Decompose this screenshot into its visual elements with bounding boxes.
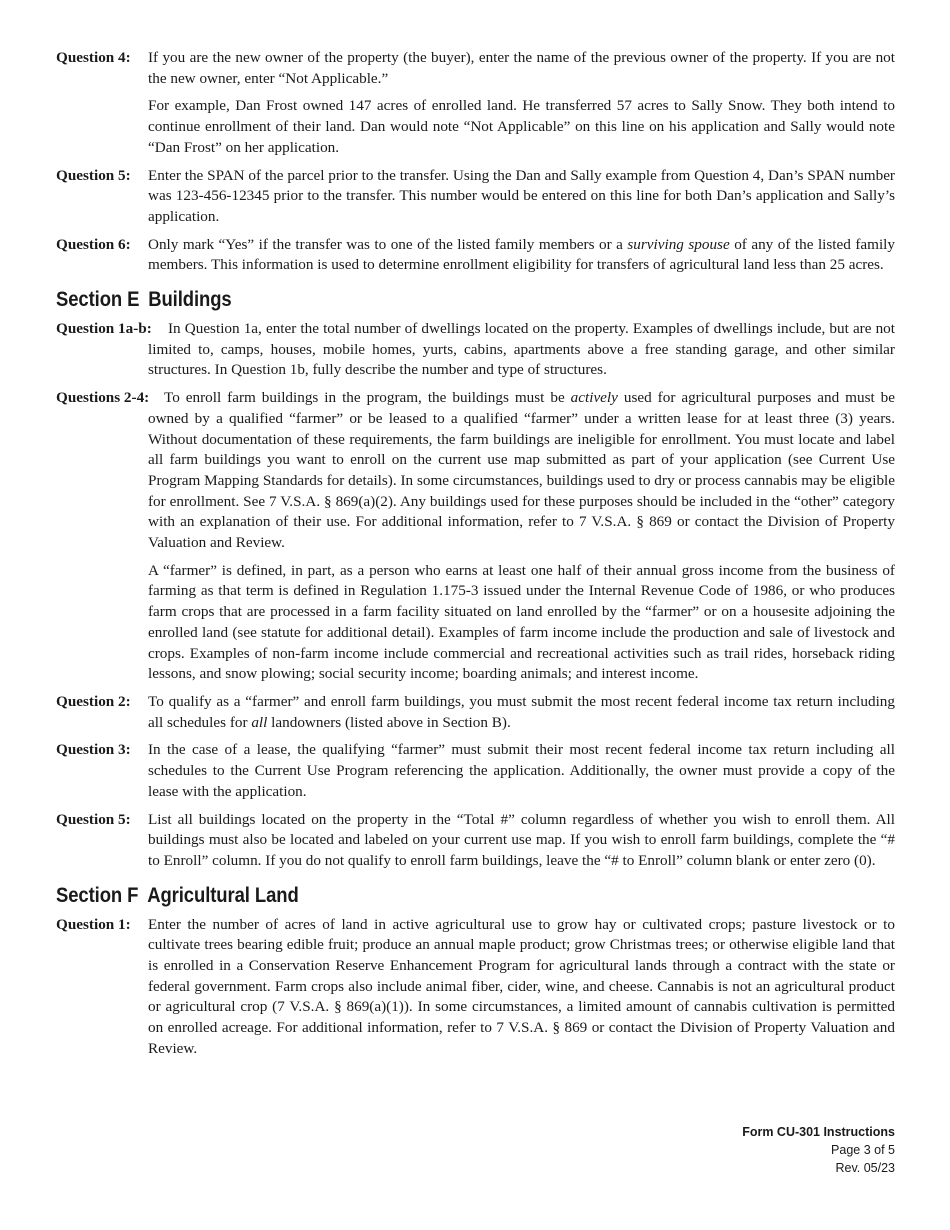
emphasis: surviving spouse (627, 235, 730, 253)
paragraph: List all buildings located on the property in the “Total #” column regardless of whether you wish to enroll them. All buildings must also be located and labeled on your current use map. If you wish to enroll farm buildings, complete the “# to Enroll” column. If you do not qualify to enroll farm buildings, leave the “# to Enroll” column blank or enter zero (0). (148, 810, 895, 869)
paragraph: A “farmer” is defined, in part, as a person who earns at least one half of their annual gross income from the business of farming as that term is defined in Regulation 1.175-3 issued under the Internal Revenue Code of 1986, or who produces farm crops that are processed in a farm facility situated on land enrolled by the “farmer” or on a housesite adjoining the enrolled land (see statute for additional detail). Examples of farm income include the production and sale of livestock and crops. Examples of non-farm income include commercial and recreational activities such as trail rides, horseback riding lessons, and snow plowing; social security income; boarding animals; and interest income. (148, 561, 895, 683)
section-letter: Section F (56, 883, 139, 907)
questions-2-4-block (56, 388, 895, 685)
section-e-heading (56, 288, 794, 312)
paragraph: Enter the number of acres of land in active agricultural use to grow hay or cultivated crops; pasture livestock or to cultivate trees bearing edible fruit; produce an annual maple product; grow Christmas trees; or otherwise eligible land that is enrolled in a Conservation Reserve Enhancement Program for agricultural lands through a contract with the state or federal government. Farm crops also include animal fiber, cider, wine, and cheese. Cannabis is not an agricultural product or agricultural crop (7 V.S.A. § 869(a)(1)). In some circumstances, a limited amount of cannabis cultivation is permitted on enrolled acreage. For additional information, refer to 7 V.S.A. § 869 or contact the Division of Property Valuation and Review. (148, 915, 895, 1057)
question-label: Question 4: (56, 49, 131, 66)
question-5-buildings-block (56, 810, 895, 872)
emphasis: all (251, 713, 268, 731)
question-label: Question 3: (56, 741, 131, 759)
page-footer (742, 1123, 895, 1177)
paragraph: For example, Dan Frost owned 147 acres of enrolled land. He transferred 57 acres to Sally Snow. They both intend to continue enrollment of their land. Dan would note “Not Applicable” on this line on his application and Sally would note “Dan Frost” on her application. (148, 97, 895, 156)
question-6-block (56, 235, 895, 276)
question-2-block (56, 692, 895, 733)
section-f-heading (56, 884, 794, 908)
question-label: Question 6: (56, 235, 131, 253)
text-run: of any of the listed family members. This information is used to determine enrollment eligibility for transfers of agricultural land less than 25 acres. (148, 235, 895, 274)
section-letter: Section E (56, 288, 140, 312)
question-1-agland-block (56, 915, 895, 1060)
text-run: used for agricultural purposes and must be owned by a qualified “farmer” or be leased to a qualified “farmer” under a written lease for at least three (3) years. Without documentation of these requirements, the farm buildings are ineligible for enrollment. You must locate and label all farm buildings you want to enroll on the current use map submitted as part of your application (see Current Use Program Mapping Standards for details). In some circumstances, buildings used to dry or process cannabis may be eligible for enrollment. See 7 V.S.A. § 869(a)(2). Any buildings used for these purposes should be included in the “other” category with an explanation of their use. For additional information, refer to 7 V.S.A. § 869 or contact the Division of Property Valuation and Review. (148, 389, 895, 552)
question-label: Question 5: (56, 810, 131, 828)
question-label: Questions 2-4: (56, 389, 150, 407)
question-1ab-block (56, 319, 895, 381)
paragraph (148, 388, 895, 554)
instructions-page (56, 48, 895, 1067)
question-label: Question 1: (56, 915, 131, 933)
text-run: To enroll farm buildings in the program, the buildings must be (164, 389, 571, 407)
question-3-block (56, 740, 895, 802)
revision-date: Rev. 05/23 (835, 1161, 895, 1175)
question-5-block (56, 166, 895, 228)
question-4-block (56, 48, 895, 159)
text-run: landowners (listed above in Section B). (267, 713, 511, 731)
paragraph (148, 235, 895, 276)
paragraph: If you are the new owner of the property (the buyer), enter the name of the previous owner of the property. If you are not the new owner, enter “Not Applicable.” (148, 49, 895, 87)
question-label: Question 5: (56, 166, 131, 184)
section-title: Agricultural Land (147, 883, 299, 907)
paragraph (148, 692, 895, 733)
section-title: Buildings (148, 288, 232, 312)
question-label: Question 1a-b: (56, 320, 152, 338)
form-name: Form CU-301 Instructions (742, 1125, 895, 1139)
text-run: Only mark “Yes” if the transfer was to one of the listed family members or a (148, 235, 628, 253)
text-run: To qualify as a “farmer” and enroll farm buildings, you must submit the most recent federal income tax return including all schedules for (148, 692, 895, 731)
paragraph: Enter the SPAN of the parcel prior to the transfer. Using the Dan and Sally example from Question 4, Dan’s SPAN number was 123-456-12345 prior to the transfer. This number would be entered on this line for both Dan’s application and Sally’s application. (148, 166, 895, 225)
question-label: Question 2: (56, 692, 131, 710)
emphasis: actively (570, 389, 618, 407)
paragraph: In Question 1a, enter the total number of dwellings located on the property. Examples of dwellings include, but are not limited to, camps, houses, mobile homes, yurts, cabins, apartments above a free standing garage, and other similar structures. In Question 1b, fully describe the number and type of structures. (148, 320, 895, 379)
paragraph: In the case of a lease, the qualifying “farmer” must submit their most recent federal income tax return including all schedules to the Current Use Program referencing the application. Additionally, the owner must provide a copy of the lease with the application. (148, 741, 895, 800)
page-number: Page 3 of 5 (831, 1143, 895, 1157)
